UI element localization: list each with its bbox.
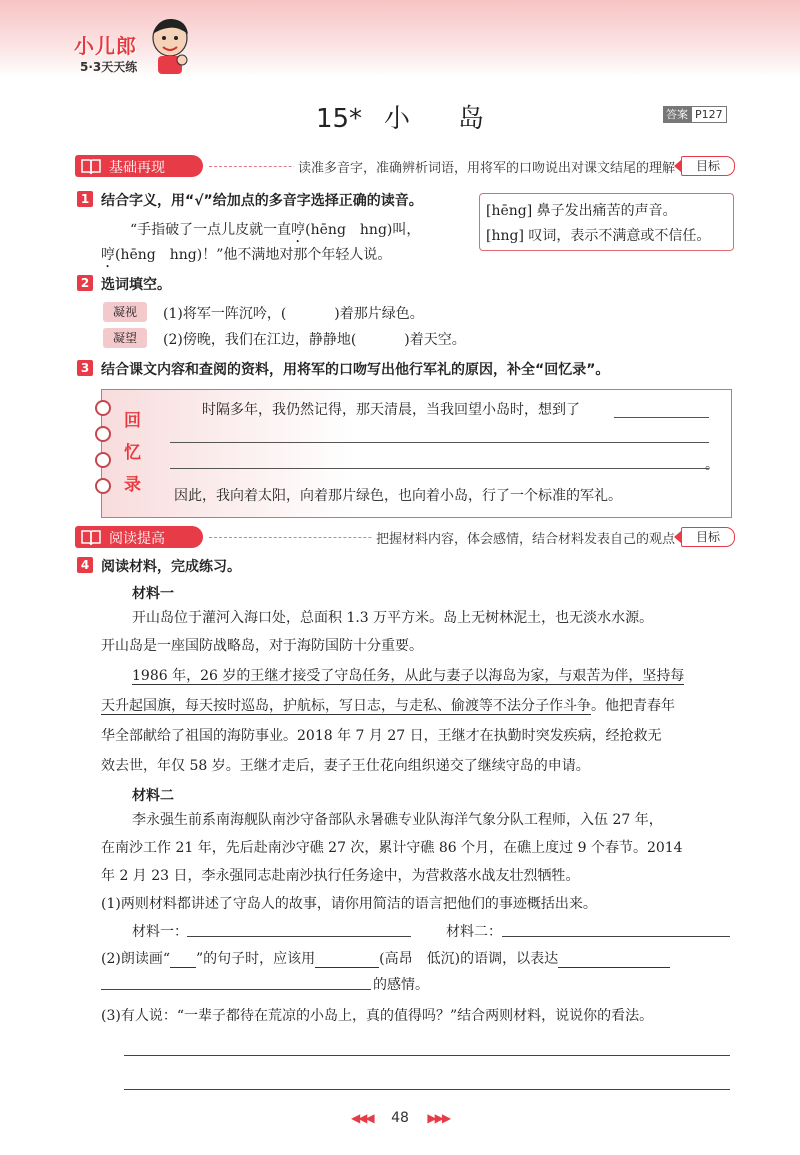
sub2-text: ”的句子时，应该用: [196, 951, 316, 967]
memoir-label-char: 录: [124, 475, 141, 495]
q2-s2-text-end: )着天空。: [404, 332, 466, 348]
question-number: 4: [77, 557, 93, 573]
question-prompt: 选词填空。: [101, 277, 171, 293]
book-icon: [81, 158, 101, 174]
mascot-icon: [148, 16, 192, 76]
question-number: 1: [77, 191, 93, 207]
material-2-title: 材料二: [132, 788, 174, 804]
lesson-number: 15*: [315, 104, 363, 134]
memoir-label-char: 忆: [124, 443, 141, 463]
dotted-char: 哼: [291, 222, 306, 238]
memoir-intro: 时隔多年，我仍然记得，那天清晨，当我回望小岛时，想到了: [202, 402, 580, 418]
brand-series: 5·3天天练: [80, 60, 138, 74]
q2-s1-text-end: )着那片绿色。: [334, 306, 424, 322]
end-mark: 。: [705, 457, 719, 473]
question-prompt: 结合课文内容和查阅的资料，用将军的口吻写出他行军礼的原因，补全“回忆录”。: [101, 362, 610, 378]
underlined-sentence: 天升起国旗，每天按时巡岛，护航标，写日志，与走私、偷渡等不法分子作斗争: [101, 698, 591, 714]
section-header-basics: [75, 155, 735, 177]
answer-line[interactable]: [170, 442, 709, 443]
q2-sentence-2: [163, 329, 466, 349]
answer-page-tag[interactable]: [663, 106, 727, 122]
material-1-line: 华全部献给了祖国的海防事业。2018 年 7 月 27 日，王继才在执勤时突发疾病，经抢救无: [101, 728, 662, 744]
q1-text: “手指破了一点儿皮就一直: [130, 222, 292, 238]
answer-blank[interactable]: [315, 951, 379, 968]
note-hēng: [hēng] 鼻子发出痛苦的声音。: [486, 203, 677, 219]
word-option-2: 凝望: [103, 328, 147, 348]
underlined-sentence: 1986 年，26 岁的王继才接受了守岛任务，从此与妻子以海岛为家，与艰苦为伴，坚持每: [132, 668, 685, 684]
material-1-text: 。他把青春年: [591, 698, 675, 714]
section-label: 基础再现: [109, 160, 165, 176]
sub1-label-b: 材料二：: [446, 924, 502, 940]
section-badge: [75, 526, 203, 548]
sub-question-2: [101, 948, 670, 968]
binder-ring: [95, 452, 111, 468]
answer-label: 答案: [663, 106, 691, 123]
memoir-box: [101, 389, 732, 518]
material-1-line: [132, 661, 684, 691]
answer-line[interactable]: [124, 1055, 730, 1056]
material-1-line: [101, 691, 675, 721]
binder-ring: [95, 400, 111, 416]
memoir-label-char: 回: [124, 411, 141, 431]
word-option-1: 凝视: [103, 302, 147, 322]
lesson-title-char-2: 岛: [458, 104, 485, 134]
sub-question-3: (3)有人说：“一辈子都待在荒凉的小岛上，真的值得吗？”结合两则材料，说说你的看法。: [101, 1008, 654, 1024]
lesson-title-char-1: 小: [384, 104, 459, 134]
page-number: 48: [391, 1110, 409, 1126]
q1-sentence-line-1: [130, 219, 420, 246]
material-2-line: 在南沙工作 21 年，先后赴南沙守礁 27 次，累计守礁 86 个月，在礁上度过 9 个春节。2014: [101, 840, 683, 856]
symbol-blank: [170, 951, 196, 968]
q2-s1-text: (1)将军一阵沉吟，(: [163, 306, 287, 322]
dotted-char: 哼: [101, 247, 115, 263]
answer-page: P127: [691, 106, 727, 123]
material-2-line: 李永强生前系南海舰队南沙守备部队永暑礁专业队海洋气象分队工程师，入伍 27 年，: [132, 812, 663, 828]
q1-sentence-line-2: [101, 244, 391, 271]
material-2-line: 年 2 月 23 日，李永强同志赴南沙执行任务途中，为营救落水战友壮烈牺牲。: [101, 868, 580, 884]
memoir-closing: 因此，我向着太阳，向着那片绿色，也向着小岛，行了一个标准的军礼。: [174, 488, 622, 504]
section-badge: [75, 155, 203, 177]
section-desc: 读准多音字，准确辨析词语，用将军的口吻说出对课文结尾的理解: [294, 157, 675, 176]
answer-line[interactable]: [614, 417, 709, 418]
answer-line[interactable]: [170, 468, 709, 469]
question-number: 2: [77, 275, 93, 291]
note-hng: [hng] 叹词，表示不满意或不信任。: [486, 228, 711, 244]
q2-s2-text: (2)傍晚，我们在江边，静静地(: [163, 332, 357, 348]
question-prompt: 阅读材料，完成练习。: [101, 559, 241, 575]
answer-blank[interactable]: [558, 951, 670, 968]
sub2-text: (2)朗读画“: [101, 951, 170, 967]
arrow-right-icon: ▶▶▶: [427, 1111, 450, 1125]
answer-line[interactable]: [187, 936, 411, 937]
material-1-line: 开山岛位于灌河入海口处，总面积 1.3 万平方米。岛上无树林泥土，也无淡水水源。: [132, 610, 654, 626]
binder-ring: [95, 426, 111, 442]
sub1-label-a: 材料一：: [132, 924, 188, 940]
goal-tag: 目标: [681, 156, 735, 176]
sub-question-1: (1)两则材料都讲述了守岛人的故事，请你用简洁的语言把他们的事迹概括出来。: [101, 896, 597, 912]
binder-ring: [95, 478, 111, 494]
material-1-line: 效去世，年仅 58 岁。王继才走后，妻子王仕花向组织递交了继续守岛的申请。: [101, 758, 590, 774]
question-prompt: 结合字义，用“√”给加点的多音字选择正确的读音。: [101, 193, 423, 209]
page-footer: [0, 1110, 800, 1126]
answer-line[interactable]: [101, 989, 371, 990]
q2-sentence-1: [163, 303, 424, 323]
sub2-end: 的感情。: [373, 977, 429, 993]
sub2-text: (高昂 低沉)的语调，以表达: [379, 951, 559, 967]
arrow-left-icon: ◀◀◀: [350, 1111, 373, 1125]
section-header-reading: [75, 526, 735, 548]
section-label: 阅读提高: [109, 531, 165, 547]
material-1-line: 开山岛是一座国防战略岛，对于海防国防十分重要。: [101, 638, 423, 654]
q1-option-2[interactable]: (hēng hng)！”他不满地对那个年轻人说。: [115, 247, 392, 263]
goal-tag: 目标: [681, 527, 735, 547]
brand-name: 小儿郎: [74, 34, 137, 58]
q1-option-1[interactable]: (hēng hng)叫，: [305, 222, 421, 238]
book-icon: [81, 529, 101, 545]
material-1-title: 材料一: [132, 586, 174, 602]
answer-line[interactable]: [124, 1089, 730, 1090]
section-desc: 把握材料内容，体会感情，结合材料发表自己的观点: [372, 528, 675, 547]
pronunciation-note-box: [479, 193, 734, 251]
question-number: 3: [77, 360, 93, 376]
answer-line[interactable]: [502, 936, 730, 937]
